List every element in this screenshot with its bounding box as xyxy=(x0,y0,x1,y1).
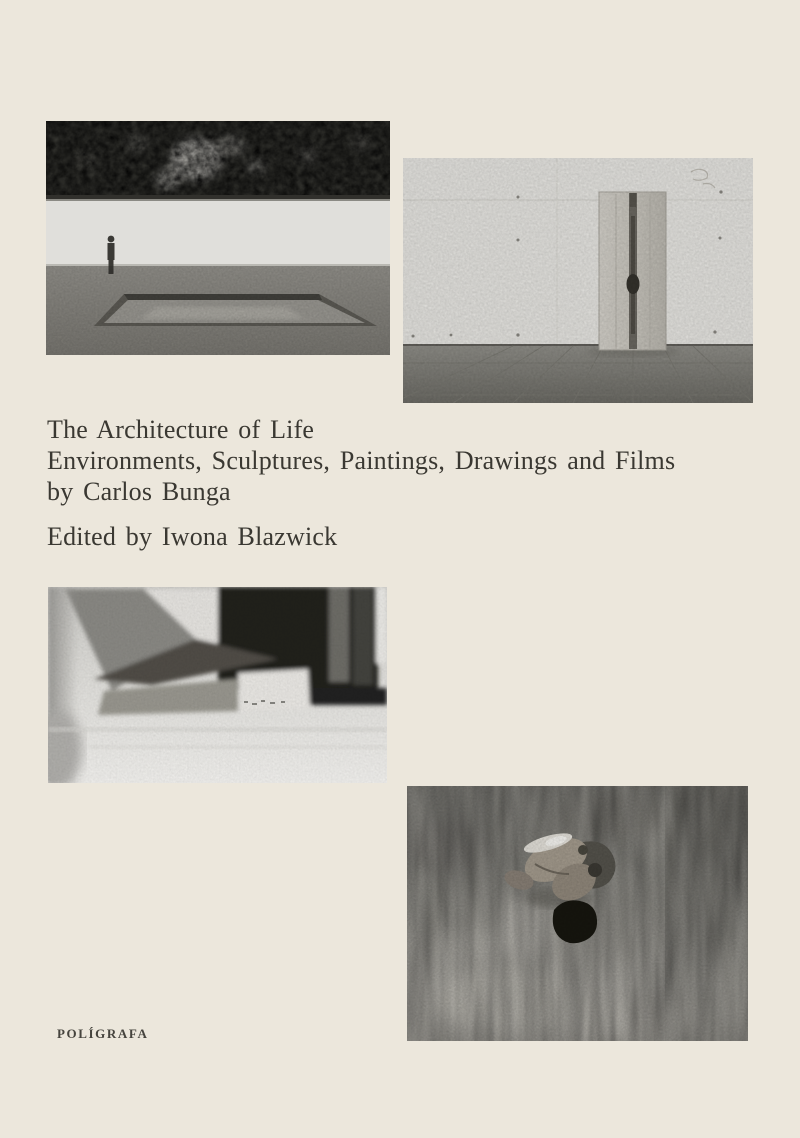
photo-leaning-panel xyxy=(403,158,753,403)
editor-credit: Edited by Iwona Blazwick xyxy=(47,522,338,551)
photo-wall-hole-figure xyxy=(407,786,748,1041)
photo-cardboard-sculpture-closeup xyxy=(48,587,387,783)
photo-installation-wall-figure xyxy=(46,121,390,355)
title-block xyxy=(47,414,767,552)
book-subtitle: Environments, Sculptures, Paintings, Drawings and Films xyxy=(47,446,676,475)
book-author: by Carlos Bunga xyxy=(47,477,231,506)
book-title: The Architecture of Life xyxy=(47,415,315,444)
publisher-name: POLÍGRAFA xyxy=(57,1026,149,1041)
